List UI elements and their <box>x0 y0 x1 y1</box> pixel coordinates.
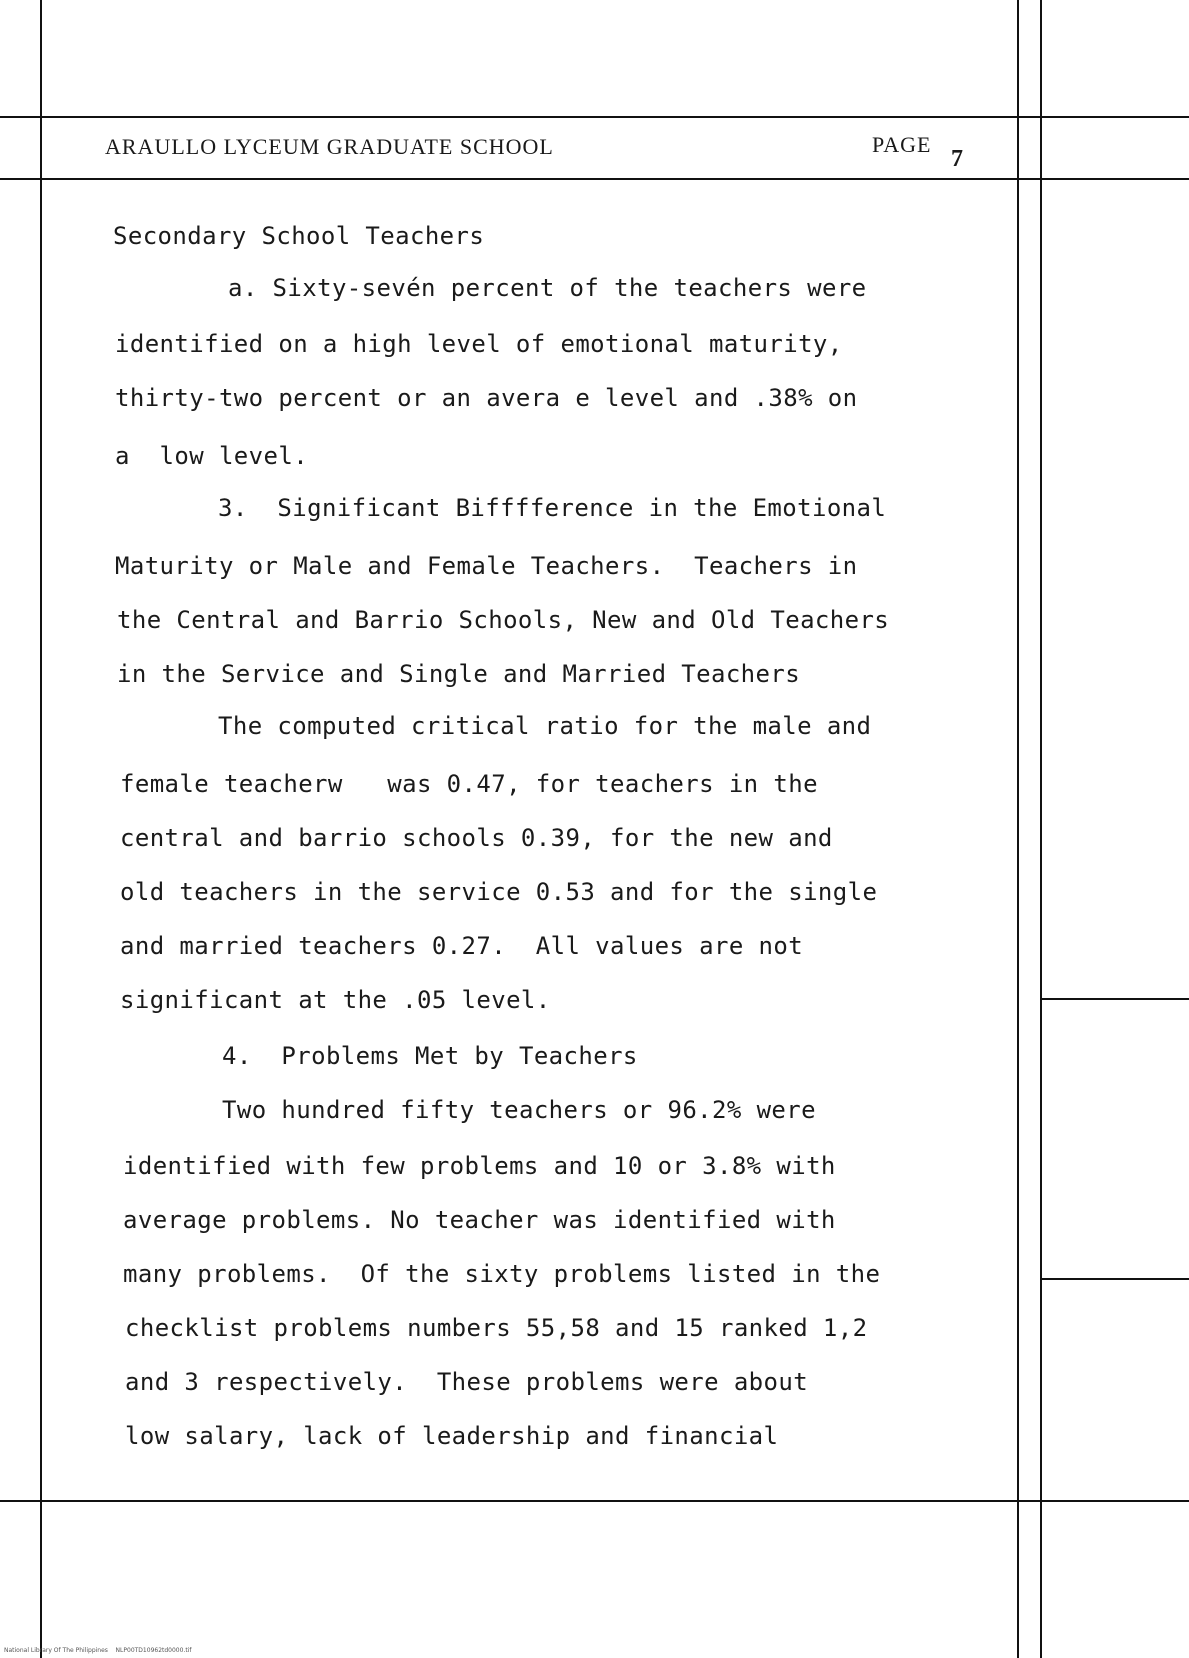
left-margin-line <box>40 0 42 1658</box>
text-line: central and barrio schools 0.39, for the new and <box>120 824 833 852</box>
header-bottom-rule <box>0 178 1189 180</box>
header-top-rule <box>0 116 1189 118</box>
page-number: 7 <box>951 146 963 172</box>
text-line: a. Sixty-sevén percent of the teachers were <box>228 274 867 302</box>
text-line: identified with few problems and 10 or 3.8% with <box>123 1152 836 1180</box>
text-line: average problems. No teacher was identified with <box>123 1206 836 1234</box>
right-margin-tick-2 <box>1042 1278 1189 1280</box>
scan-source-note: National Library Of The Philippines NLP00TD10962td0000.tif <box>4 1647 192 1654</box>
text-line: a low level. <box>115 442 309 470</box>
text-line: low salary, lack of leadership and financial <box>125 1422 779 1450</box>
right-margin-line <box>1017 0 1019 1658</box>
page-header-label: PAGE <box>872 132 932 157</box>
page-header-title: ARAULLO LYCEUM GRADUATE SCHOOL <box>105 134 554 159</box>
text-line: old teachers in the service 0.53 and for the single <box>120 878 878 906</box>
text-line: Two hundred fifty teachers or 96.2% were <box>222 1096 816 1124</box>
text-line: significant at the .05 level. <box>120 986 551 1014</box>
text-line: The computed critical ratio for the male and <box>218 712 872 740</box>
text-line: checklist problems numbers 55,58 and 15 ranked 1,2 <box>125 1314 868 1342</box>
text-line: in the Service and Single and Married Teachers <box>117 660 801 688</box>
text-line: thirty-two percent or an avera e level and .38% on <box>115 384 858 412</box>
numbered-heading: 4. Problems Met by Teachers <box>222 1042 638 1070</box>
text-line: identified on a high level of emotional maturity, <box>115 330 843 358</box>
text-line: Maturity or Male and Female Teachers. Teachers in <box>115 552 858 580</box>
text-line: many problems. Of the sixty problems listed in the <box>123 1260 881 1288</box>
right-outer-line <box>1040 0 1042 1658</box>
text-line: the Central and Barrio Schools, New and Old Teachers <box>117 606 890 634</box>
text-line: female teacherw was 0.47, for teachers in the <box>120 770 818 798</box>
numbered-heading: 3. Significant Bifffference in the Emotional <box>218 494 887 522</box>
right-margin-tick-1 <box>1042 998 1189 1000</box>
section-heading: Secondary School Teachers <box>113 222 485 250</box>
text-line: and married teachers 0.27. All values are not <box>120 932 804 960</box>
text-line: and 3 respectively. These problems were about <box>125 1368 809 1396</box>
footer-rule <box>0 1500 1189 1502</box>
